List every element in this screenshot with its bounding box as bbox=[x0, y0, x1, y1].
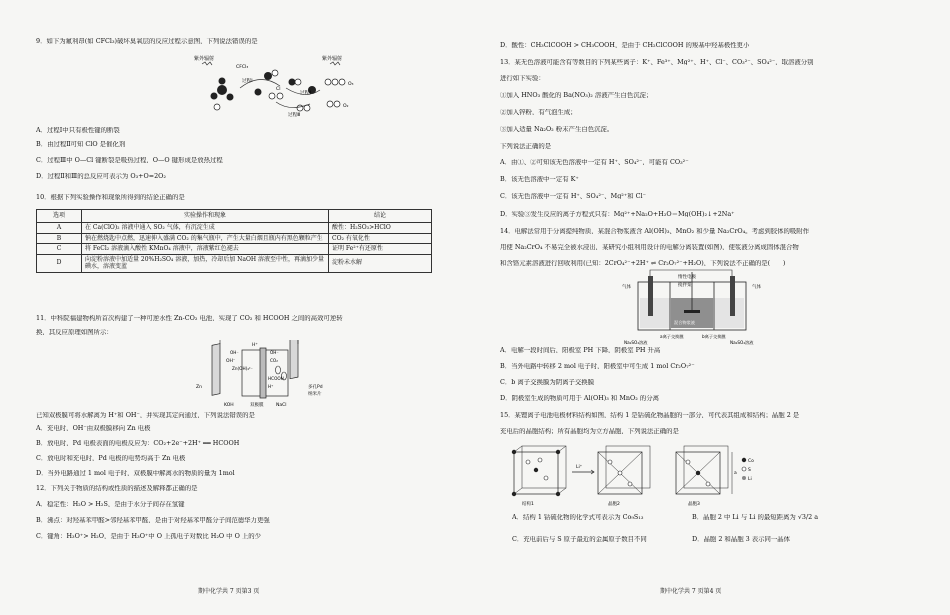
q13-stem-line2: 进行如下实验： bbox=[500, 75, 545, 82]
q13-step-1: ①加入 HNO₃ 酸化的 Ba(NO₃)₂ 溶液产生白色沉淀； bbox=[500, 92, 653, 99]
q14-stem-line2: 用使 Na₂CrO₄ 不易完全被水浸出，某研究小组利用设计的电解分离装置(如图)，使浆液分离成固体混合物 bbox=[500, 244, 799, 251]
q13-step-2: ②加入锌粉，有气泡生成； bbox=[500, 109, 577, 116]
q13-option-c: C．该无色溶液中一定有 H⁺、SO₄²⁻、Mg²⁺和 Cl⁻ bbox=[500, 193, 646, 200]
q15-label-cell3: 晶胞3 bbox=[688, 502, 700, 507]
q11-label-bipolar-membrane: 双极膜 bbox=[250, 403, 264, 408]
q11-label-hcooh: HCOOH bbox=[268, 376, 284, 381]
q9-ozone-diagram bbox=[180, 52, 380, 120]
q9-label-step3: 过程Ⅲ bbox=[288, 113, 301, 118]
q14-label-membrane-b: b离子交换膜 bbox=[702, 334, 726, 339]
q13-option-a: A．由①、②可知该无色溶液中一定有 H⁺、SO₄²⁻，可能有 CO₃²⁻ bbox=[500, 159, 689, 166]
q15-label-a: a bbox=[734, 471, 737, 476]
q14-option-a: A．电解一段时间后，阳极室 PH 下降，阴极室 PH 升高 bbox=[500, 347, 661, 354]
q10-header-option: 选项 bbox=[37, 210, 82, 223]
q14-option-d: D．阴极室生成的物质可用于 Al(OH)₃ 和 MnO₂ 的分离 bbox=[500, 395, 659, 402]
q14-label-inert-electrode: 惰性电极 bbox=[678, 275, 696, 280]
q11-label-h-plus-top: H⁺ bbox=[252, 343, 258, 348]
q10-stem: 10．根据下列实验操作和现象所得到的结论正确的是 bbox=[36, 194, 185, 201]
q9-option-c: C．过程Ⅲ中 O—Cl 键断裂是吸热过程，O—O 键形成是放热过程 bbox=[36, 157, 223, 164]
q11-option-b: B．放电时，Pd 电极表面的电极反应为：CO₂+2e⁻+2H⁺ ══ HCOOH bbox=[36, 440, 240, 447]
q10-row-option: D bbox=[37, 254, 82, 272]
q11-label-zincate: Zn(OH)₄²⁻ bbox=[232, 366, 253, 371]
q11-label-zn: Zn bbox=[196, 385, 202, 390]
q14-option-c: C．b 离子交换膜为阴离子交换膜 bbox=[500, 379, 595, 386]
q11-note: 已知双极膜可将水解离为 H⁺和 OH⁻，并实现其定向通过，下列说法错误的是 bbox=[36, 412, 255, 419]
q14-label-membrane-a: a离子交换膜 bbox=[660, 334, 684, 339]
q9-stem: 9．如下为氟利昂(如 CFCl₃)破坏臭氧层的反应过程示意图，下列说法错误的是 bbox=[36, 38, 258, 45]
q10-header-conclusion: 结论 bbox=[329, 210, 432, 223]
q15-legend-s: S bbox=[748, 468, 751, 473]
q12-stem: 12．下列关于物质的结构或性质的描述及解释都正确的是 bbox=[36, 485, 198, 492]
q11-label-oh-left: OH⁻ bbox=[226, 359, 236, 364]
q10-row-conclusion: 酸性：H₂SO₃>HClO bbox=[329, 223, 432, 234]
q15-option-c: C．充电前后与 S 原子最近的金属原子数目不同 bbox=[512, 536, 647, 543]
q11-stem-line2: 换，其反应原理如图所示： bbox=[36, 329, 113, 336]
q15-legend-co: Co bbox=[748, 459, 754, 464]
q9-option-b: B．由过程Ⅱ可知 ClO 是催化剂 bbox=[36, 141, 126, 148]
q15-option-d: D．晶胞 2 和晶胞 3 表示同一晶体 bbox=[692, 536, 791, 543]
q10-row-desc: 在 Ca(ClO)₂ 溶液中通入 SO₂ 气体，有沉淀生成 bbox=[82, 223, 329, 234]
q9-label-step1: 过程Ⅰ bbox=[242, 79, 253, 84]
q10-row-option: A bbox=[37, 223, 82, 234]
q15-label-li-ion: Li⁺ bbox=[576, 465, 583, 470]
q13-ask: 下列说法正确的是 bbox=[500, 143, 552, 150]
q15-label-cell2: 晶胞2 bbox=[608, 502, 620, 507]
q10-row-conclusion: 证明 Fe²⁺有还原性 bbox=[329, 244, 432, 255]
q13-option-b: B．该无色溶液中一定有 K⁺ bbox=[500, 176, 579, 183]
q11-label-pd: 多孔Pd bbox=[308, 385, 323, 390]
q13-option-d: D．实验③发生反应的离子方程式只有：Mg²⁺+Na₂O+H₂O＝Mg(OH)₂↓+2Na⁺ bbox=[500, 211, 735, 218]
q12-option-a: A．稳定性：H₂O > H₂S，是由于水分子间存在氢键 bbox=[36, 501, 185, 508]
q11-stem-line1: 11．中科院福建物构所首次构建了一种可逆水性 Zn-CO₂ 电池，实现了 CO₂ 和 HCOOH 之间的高效可逆转 bbox=[36, 315, 343, 322]
q14-stem-line3: 和含铬元素溶液进行回收利用(已知：2CrO₄²⁻+2H⁺ ⇌ Cr₂O₇²⁻+H₂O)，下列说法不正确的是( ) bbox=[500, 260, 786, 267]
q9-label-step2: 过程Ⅱ bbox=[300, 91, 312, 96]
q11-label-h-plus-mid: H⁺ bbox=[268, 384, 274, 389]
q14-option-b: B．当外电路中转移 2 mol 电子时，阳极室中可生成 1 mol Cr₂O₇²⁻ bbox=[500, 363, 695, 370]
q15-stem-line2: 充电后的晶胞结构；所有晶胞均为立方晶胞，下列说法正确的是 bbox=[500, 428, 679, 435]
q10-table-header bbox=[37, 210, 432, 223]
q10-row-option: C bbox=[37, 244, 82, 255]
q14-label-gas-right: 气体 bbox=[752, 285, 761, 290]
q14-label-na2so4-right: Na₂SO₄溶液 bbox=[730, 340, 754, 345]
q14-stem-line1: 14．电解法常用于分离提纯物质，某混合物浆液含 Al(OH)₃、MnO₂ 和少量 Na₂CrO₄。考虑到胶体的吸附作 bbox=[500, 228, 810, 235]
q9-label-o2: O₂ bbox=[343, 104, 349, 109]
q11-label-oh-mid: OH⁻ bbox=[270, 350, 279, 355]
q9-label-uv-1: 紫外辐射 bbox=[194, 56, 215, 62]
q10-row-desc: 将 FeCl₂ 溶液滴入酸性 KMnO₄ 溶液中，溶液紫红色褪去 bbox=[82, 244, 329, 255]
q14-label-na2so4-left: Na₂SO₄溶液 bbox=[624, 340, 648, 345]
q11-option-a: A．充电时，OH⁻由双极膜移向 Zn 电极 bbox=[36, 425, 151, 432]
q12-option-b: B．沸点：对羟基苯甲醛>邻羟基苯甲醛，是由于对羟基苯甲醛分子间范德华力更强 bbox=[36, 517, 270, 524]
q15-crystal-diagram bbox=[500, 442, 780, 508]
q11-option-c: C．放电时和充电时，Pd 电极的电势均高于 Zn 电极 bbox=[36, 455, 186, 462]
q15-legend-li: Li bbox=[748, 477, 752, 482]
q9-label-o3: O₃ bbox=[348, 82, 354, 87]
q11-option-d: D．当外电路通过 1 mol 电子时，双极膜中解离水的物质的量为 1mol bbox=[36, 470, 235, 477]
q13-step-3: ③加入适量 Na₂O₂ 粉末产生白色沉淀。 bbox=[500, 126, 614, 133]
q14-label-gas-left: 气体 bbox=[622, 285, 631, 290]
q9-label-cl: Cl bbox=[276, 87, 281, 92]
table-row bbox=[37, 244, 432, 255]
q10-table bbox=[36, 209, 432, 273]
q12-option-c: C．键角：H₃O⁺> H₂O，是由于 H₃O⁺中 O 上孤电子对数比 H₂O 中 O 上的少 bbox=[36, 533, 262, 540]
q9-label-uv-2: 紫外辐射 bbox=[322, 56, 343, 62]
left-page-footer: 期中化学共 7 页第3 页 bbox=[198, 588, 260, 595]
table-row bbox=[37, 223, 432, 234]
q14-electrolysis-diagram bbox=[620, 268, 770, 346]
q12-option-d: D．酸性：CH₃ClCOOH > CH₃COOH，是由于 CH₂ClCOOH 的羧基中羟基极性更小 bbox=[500, 42, 750, 49]
q10-row-desc: 向淀粉溶液中加适量 20%H₂SO₄ 溶液，加热，冷却后加 NaOH 溶液至中性，再滴加少量碘水，溶液变蓝 bbox=[82, 254, 329, 272]
q11-label-koh: KOH bbox=[224, 403, 234, 408]
q15-stem-line1: 15．某锂离子电池电极材料结构如图，结构 1 是钴硫化物晶胞的一部分，可代表其组成和结构；晶胞 2 是 bbox=[500, 412, 800, 419]
q14-label-slurry: 混合物浆液 bbox=[674, 320, 695, 325]
q11-label-co2: CO₂ bbox=[270, 358, 278, 363]
q14-label-stirrer: 搅拌桨 bbox=[678, 283, 692, 288]
q10-row-option: B bbox=[37, 233, 82, 244]
q10-row-desc: 钠在燃烧匙中点燃，迅速伸入盛满 CO₂ 的集气瓶中，产生大量白烟且瓶内有黑色颗粒产生 bbox=[82, 233, 329, 244]
q15-option-b: B．晶胞 2 中 Li 与 Li 的最短距离为 √3/2 a bbox=[692, 514, 819, 521]
q9-label-cfcl3: CFCl₃ bbox=[236, 65, 249, 70]
table-row bbox=[37, 254, 432, 272]
table-row bbox=[37, 233, 432, 244]
q9-option-a: A．过程Ⅰ中只有极性键的断裂 bbox=[36, 127, 120, 134]
q11-label-nanosheet: 纳米片 bbox=[308, 392, 322, 397]
q10-header-operation: 实验操作和现象 bbox=[82, 210, 329, 223]
q10-row-conclusion: 淀粉未水解 bbox=[329, 254, 432, 272]
q15-option-a: A．结构 1 钴硫化物的化学式可表示为 Co₉S₁₃ bbox=[512, 514, 644, 521]
q9-option-d: D．过程Ⅱ和Ⅲ的总反应可表示为 O₃+O=2O₂ bbox=[36, 173, 166, 180]
q10-row-conclusion: CO₂ 有氧化性 bbox=[329, 233, 432, 244]
q11-label-oh-top: OH⁻ bbox=[230, 350, 239, 355]
q13-stem-line1: 13．某无色溶液可能含有等数目的下列某些离子：K⁺、Fe³⁺、Mg²⁺、H⁺、Cl⁻、CO₃²⁻、SO₄²⁻，取溶液分别 bbox=[500, 59, 814, 66]
right-page-footer: 期中化学共 7 页第4 页 bbox=[660, 588, 722, 595]
q11-battery-diagram bbox=[190, 340, 350, 408]
q15-label-structure1: 结构1 bbox=[522, 502, 534, 507]
q11-label-nacl: NaCl bbox=[276, 403, 287, 408]
